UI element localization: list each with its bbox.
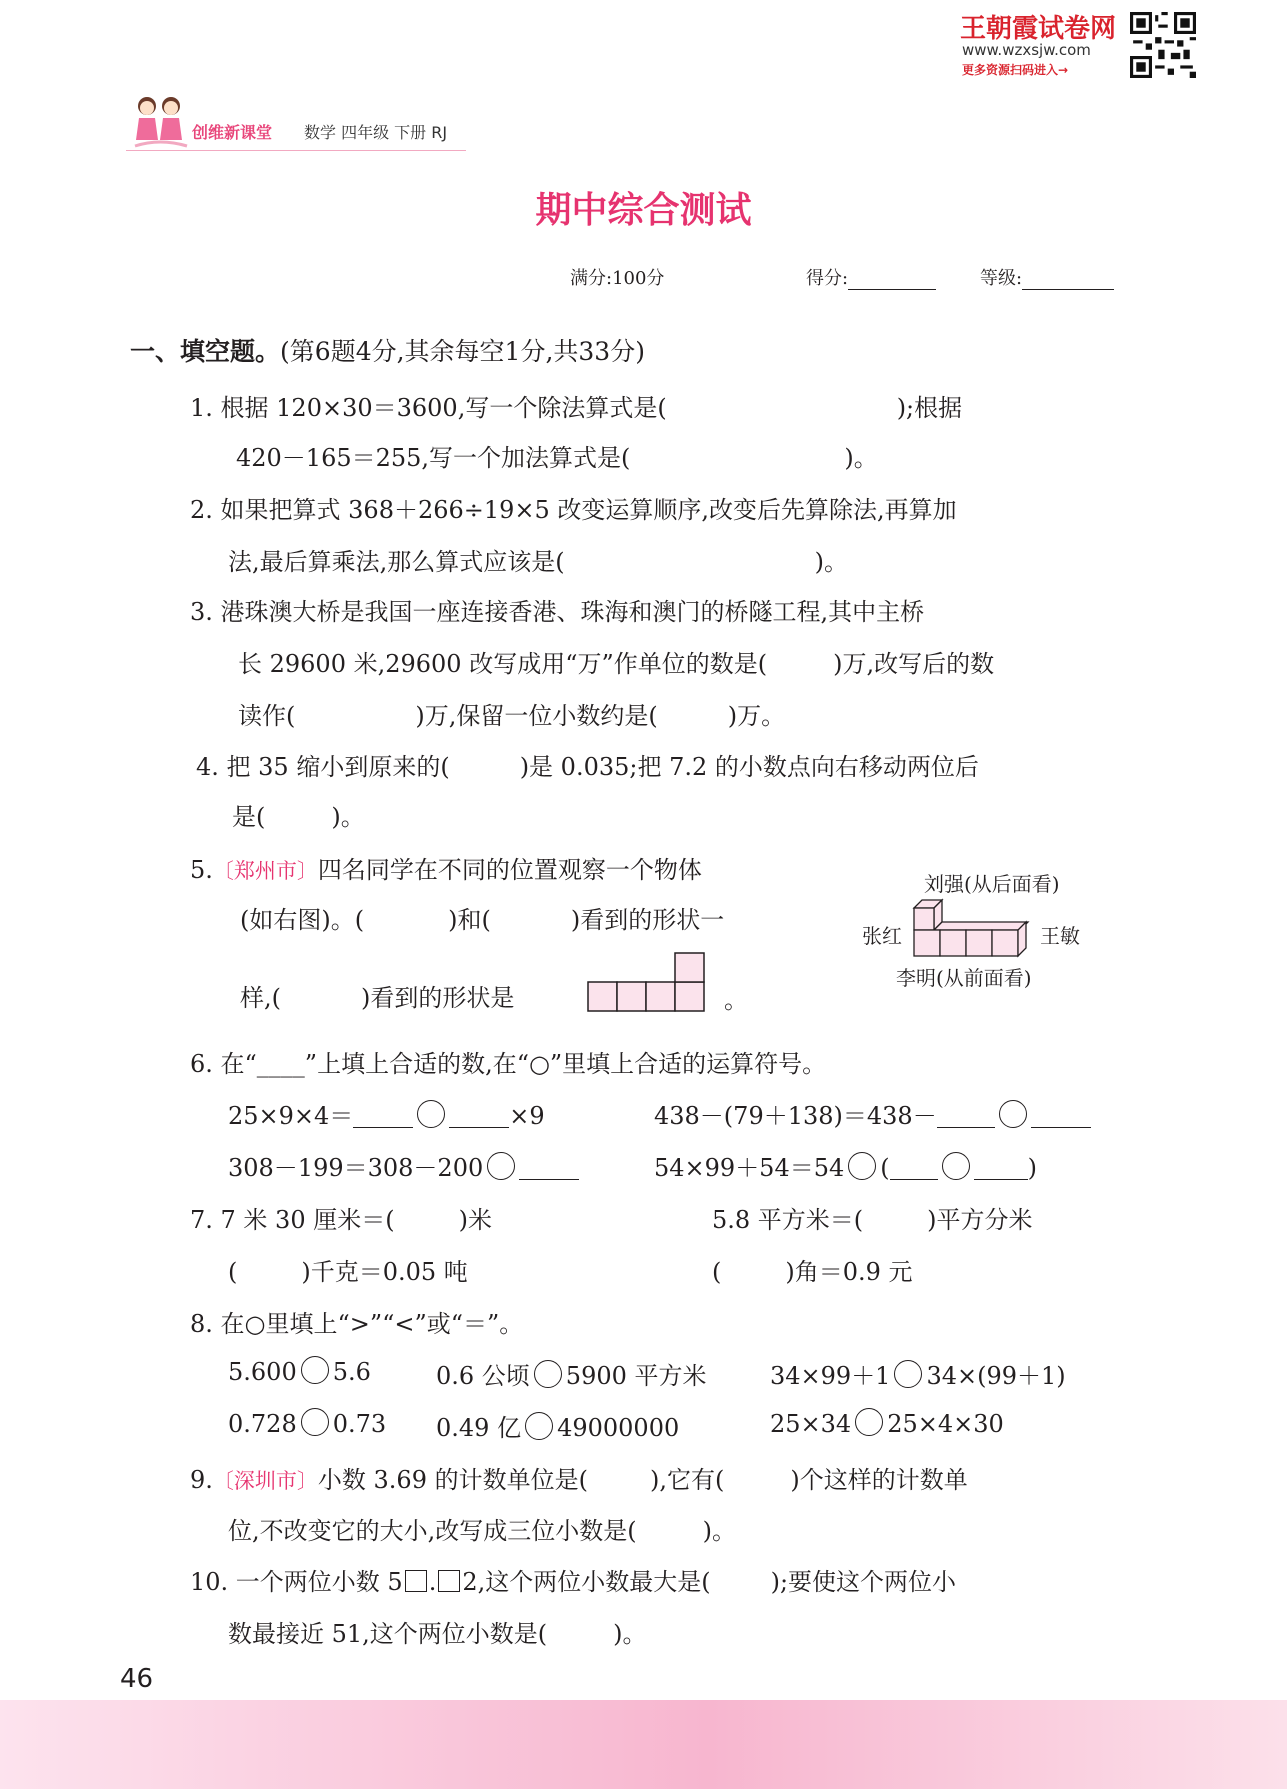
q10-line1: 10. 一个两位小数 5 . 2,这个两位小数最大是( );要使这个两位小: [190, 1568, 957, 1596]
section-number: 一、: [130, 337, 181, 366]
q5-line2: (如右图)。( )和( )看到的形状一: [240, 906, 725, 934]
q8-cmp-1: 5.600 5.6: [228, 1358, 371, 1386]
score-field: [806, 264, 936, 290]
q8-cmp-4: 0.728 0.73: [228, 1410, 387, 1438]
series-name: 创维新课堂: [192, 123, 273, 142]
grade-field: [980, 264, 1114, 290]
q7-a: 7. 7 米 30 厘米＝( )米: [190, 1206, 492, 1234]
page-number: 46: [120, 1664, 154, 1694]
q5-line3: 样,( )看到的形状是: [240, 984, 515, 1012]
q3-line3: 读作( )万,保留一位小数约是( )万。: [238, 702, 786, 730]
region-tag: 〔郑州市〕: [212, 859, 318, 883]
page-title: 期中综合测试: [535, 190, 752, 231]
label-front: 李明(从前面看): [896, 966, 1032, 990]
q8-cmp-5: 0.49 亿 49000000: [436, 1414, 680, 1442]
qr-code-icon: [1130, 12, 1196, 78]
q1-line1: 1. 根据 120×30＝3600,写一个除法算式是( );根据: [190, 394, 963, 422]
q7-c: ( )千克＝0.05 吨: [228, 1258, 468, 1286]
score-label: 得分:: [806, 268, 849, 289]
label-right: 王敏: [1040, 924, 1080, 948]
label-back: 刘强(从后面看): [924, 872, 1060, 896]
section-name: 填空题。: [180, 337, 281, 366]
q9-line1: 9.〔深圳市〕小数 3.69 的计数单位是( ),它有( )个这样的计数单: [190, 1466, 968, 1494]
q8-cmp-6: 25×34 25×4×30: [770, 1410, 1004, 1438]
label-left: 张红: [862, 924, 902, 948]
q4-line1: 4. 把 35 缩小到原来的( )是 0.035;把 7.2 的小数点向右移动两位后: [196, 753, 979, 781]
q6-expr-a: 25×9×4＝ ×9: [228, 1102, 545, 1130]
q2-line2: 法,最后算乘法,那么算式应该是( )。: [228, 548, 848, 576]
q3-line1: 3. 港珠澳大桥是我国一座连接香港、珠海和澳门的桥隧工程,其中主桥: [190, 598, 925, 626]
q8-cmp-3: 34×99＋1 34×(99＋1): [770, 1362, 1066, 1390]
q10-line2: 数最接近 51,这个两位小数是( )。: [228, 1620, 647, 1648]
grade-label: 等级:: [980, 268, 1023, 289]
q4-line2: 是( )。: [232, 803, 365, 831]
kids-logo-icon: [125, 88, 195, 158]
score-blank[interactable]: [848, 269, 936, 290]
q6-expr-c: 308－199＝308－200: [228, 1148, 579, 1183]
watermark-more: 更多资源扫码进入→: [962, 63, 1069, 77]
q5-line1: 5.〔郑州市〕四名同学在不同的位置观察一个物体: [190, 856, 702, 884]
q5-period: 。: [724, 986, 748, 1014]
header-divider: [126, 150, 466, 151]
q2-line1: 2. 如果把算式 368＋266÷19×5 改变运算顺序,改变后先算除法,再算加: [190, 496, 957, 524]
footer-band: [0, 1700, 1287, 1789]
section-note: (第6题4分,其余每空1分,共33分): [280, 337, 645, 366]
watermark-title: 王朝霞试卷网: [960, 14, 1117, 44]
q8-line1: 8. 在○里填上“>”“<”或“＝”。: [190, 1310, 524, 1338]
q6-expr-d: 54×99＋54＝54 ( ): [654, 1154, 1038, 1182]
shape-front-view: [586, 950, 710, 1014]
region-tag: 〔深圳市〕: [212, 1469, 318, 1493]
q8-cmp-2: 0.6 公顷 5900 平方米: [436, 1362, 707, 1390]
q1-line2: 420－165＝255,写一个加法算式是( )。: [236, 444, 878, 472]
cube-figure: [908, 896, 1036, 960]
q6-line1: 6. 在“____”上填上合适的数,在“○”里填上合适的运算符号。: [190, 1050, 827, 1078]
q6-expr-b: 438－(79＋138)＝438－: [654, 1096, 1091, 1131]
grade-blank[interactable]: [1022, 269, 1114, 290]
q9-line2: 位,不改变它的大小,改写成三位小数是( )。: [228, 1517, 736, 1545]
q7-d: ( )角＝0.9 元: [712, 1258, 913, 1286]
q7-b: 5.8 平方米＝( )平方分米: [712, 1206, 1033, 1234]
full-score: 满分:100分: [570, 268, 665, 289]
subject-label: 数学 四年级 下册 RJ: [304, 123, 448, 142]
q3-line2: 长 29600 米,29600 改写成用“万”作单位的数是( )万,改写后的数: [238, 650, 995, 678]
section-heading: [130, 332, 645, 368]
watermark-url: www.wzxsjw.com: [962, 41, 1091, 59]
